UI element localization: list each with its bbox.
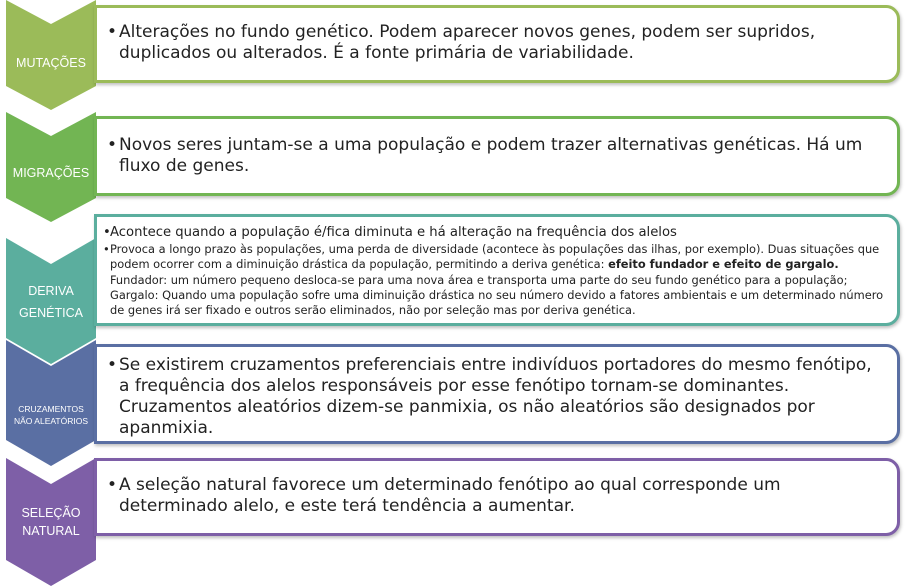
label-selecao-2: NATURAL [22,524,80,538]
box-cruzamentos [94,344,900,444]
bullet-deriva-1: • Acontece quando a população é/fica diminuta e há alteração na frequência dos alelos [103,225,677,240]
chevron-shape-selecao [6,458,96,586]
bullet-selecao: • A seleção natural favorece um determinado fenótipo ao qual corresponde um determinado alelo, e este terá tendência a aumentar. [107,475,781,516]
chevron-shape-mutacoes [6,0,96,110]
row-selecao [0,458,906,588]
chevron-selecao [6,458,96,586]
chevron-cruzamentos [6,340,96,466]
label-selecao-1: SELEÇÃO [21,506,81,520]
bullet-migracoes: • Novos seres juntam-se a uma população e podem trazer alternativas genéticas. Há um fluxo de genes. [107,135,863,176]
row-mutacoes [0,0,906,110]
label-cruzamentos-2: NÃO ALEATÓRIOS [13,416,88,426]
chevron-shape-cruzamentos [6,340,96,466]
bullet-mutacoes: • Alterações no fundo genético. Podem aparecer novos genes, podem ser supridos, duplicados ou alterados. É a fonte primária de variabilidade. [107,22,816,63]
box-mutacoes [94,5,900,83]
label-mutacoes: MUTAÇÕES [16,56,86,70]
label-deriva-2: GENÉTICA [19,306,83,320]
bullet-cruzamentos: • Se existirem cruzamentos preferenciais entre indivíduos portadores do mesmo fenótipo, a frequência dos alelos responsáveis por esse fenótipo tornam-se dominantes. Cruzamentos aleatórios dizem-se panmixia, os não aleatórios são designados por apanmixia. [107,355,872,438]
label-migracoes: MIGRAÇÕES [12,166,90,180]
label-deriva-1: DERIVA [28,284,74,298]
label-cruzamentos-1: CRUZAMENTOS [18,404,84,414]
chevron-mutacoes [6,0,96,110]
box-migracoes [94,116,900,196]
box-selecao [94,458,900,536]
chevron-migracoes [6,112,96,222]
bullet-deriva-2: • Provoca a longo prazo às populações, uma perda de diversidade (acontece às populações das ilhas, por exemplo). Duas situações que podem ocorrer com a diminuição drástica da população, permitindo a deriva genética: efeito fundador e efeito de gargalo. Fundador: um número pequeno desloca-se para uma nova área e transporta uma parte do seu fundo genético para a população; Gargalo: Quando uma população sofre uma diminuição drástica no seu número devido a fatores ambientais e um determinado número de genes irá ser fixado e outros serão eliminados, não por seleção mas por deriva genética. [103,242,884,318]
row-migracoes [0,112,906,222]
box-deriva [94,214,900,326]
row-cruzamentos [0,340,906,466]
